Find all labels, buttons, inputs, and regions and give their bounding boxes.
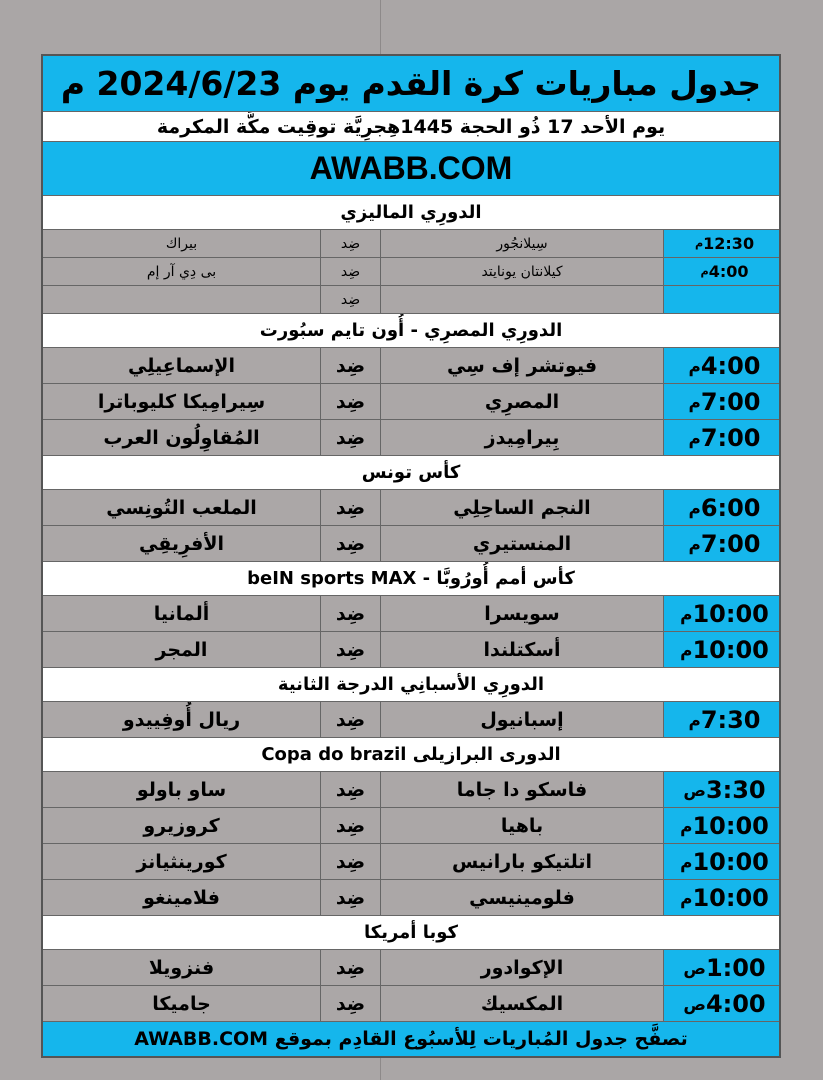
away-team: ساو باولو [136,778,227,801]
home-team: سِيلانجُور [380,230,663,257]
match-row [43,258,779,286]
match-time-cell [663,808,779,843]
versus-label: ضِد [320,950,380,985]
match-row [43,490,779,526]
away-team: جاميكا [152,992,211,1015]
match-time: 10:00 [692,599,769,628]
league-header: كأس أمم أُورُوبَّا - beIN sports MAX [43,562,779,596]
am-pm-label: م [700,265,709,278]
match-time-cell [663,772,779,807]
match-time-cell [663,526,779,561]
away-team: فلامينغو [143,886,220,909]
versus-label: ضِد [320,772,380,807]
versus-label: ضِد [320,230,380,257]
versus-label: ضِد [320,596,380,631]
match-time: 10:00 [692,883,769,912]
match-time-cell [663,258,779,285]
home-team: المصرِي [380,384,663,419]
match-row [43,230,779,258]
league-header: الدورِي المصرِي - أُون تايم سبُورت [43,314,779,348]
match-row [43,420,779,456]
match-time-cell [663,490,779,525]
versus-label: ضِد [320,258,380,285]
match-row [43,950,779,986]
match-time: 4:00 [705,989,766,1018]
match-row [43,526,779,562]
match-time-cell [663,986,779,1021]
home-team: باهيا [380,808,663,843]
away-team [43,286,320,313]
league-header: الدورِي الماليزي [43,196,779,230]
versus-label: ضِد [320,844,380,879]
versus-label: ضِد [320,420,380,455]
home-team: المكسيك [380,986,663,1021]
match-row [43,702,779,738]
versus-label: ضِد [320,286,380,313]
leagues-container [43,196,779,1022]
home-team: فاسكو دا جاما [380,772,663,807]
am-pm-label: م [680,639,693,660]
match-time: 4:00 [700,351,761,380]
away-team: سِيرامِيكا كليوباترا [97,390,266,413]
league-header: الدورى البرازيلى Copa do brazil [43,738,779,772]
match-time-cell [663,844,779,879]
versus-label: ضِد [320,632,380,667]
league-header: كوبا أمريكا [43,916,779,950]
versus-label: ضِد [320,702,380,737]
home-team: فيوتشر إف سِي [380,348,663,383]
match-time: 10:00 [692,635,769,664]
away-team: بى دِي آر إم [146,263,217,280]
away-team: فنزويلا [148,956,215,979]
match-time-cell [663,632,779,667]
am-pm-label: م [680,887,693,908]
am-pm-label: م [688,355,701,376]
am-pm-label: م [680,603,693,624]
am-pm-label: م [694,237,704,250]
away-team: بيراك [165,235,198,252]
am-pm-label: م [680,815,693,836]
match-time-cell [663,880,779,915]
away-team: المُقاوِلُون العرب [103,426,260,449]
match-row [43,844,779,880]
am-pm-label: م [688,533,701,554]
match-schedule [41,54,781,1058]
versus-label: ضِد [320,808,380,843]
away-team: الأفرِيقِي [139,532,224,555]
am-pm-label: ص [683,993,706,1014]
am-pm-label: م [680,851,693,872]
versus-label: ضِد [320,384,380,419]
home-team: إسبانيول [380,702,663,737]
match-time-cell [663,596,779,631]
match-time: 3:30 [705,775,766,804]
am-pm-label: م [688,709,701,730]
away-team: ريال أُوفِييدو [122,708,241,731]
match-row [43,286,779,314]
hijri-date-subtitle: يوم الأحد 17 ذُو الحجة 1445هِجرِيَّة توقِيت مكَّة المكرمة [43,112,779,142]
home-team: سويسرا [380,596,663,631]
home-team: النجم الساحِلِي [380,490,663,525]
match-time: 7:00 [700,423,761,452]
am-pm-label: ص [683,957,706,978]
match-time: 7:00 [700,387,761,416]
home-team: اتلتيكو بارانيس [380,844,663,879]
league-header: كأس تونس [43,456,779,490]
match-row [43,772,779,808]
match-time-cell [663,286,779,313]
versus-label: ضِد [320,490,380,525]
versus-label: ضِد [320,348,380,383]
away-team: كورينثيانز [136,850,227,873]
away-team: كروزيرو [143,814,220,837]
versus-label: ضِد [320,986,380,1021]
match-time: 4:00 [708,262,749,281]
match-time: 1:00 [705,953,766,982]
footer-note[interactable]: تصفَّح جدول المُباريات لِلأسبُوع القادِم بموقع AWABB.COM [43,1022,779,1056]
am-pm-label: ص [683,779,706,800]
match-time: 7:00 [700,529,761,558]
am-pm-label: م [688,427,701,448]
match-row [43,880,779,916]
am-pm-label: م [688,391,701,412]
match-time: 12:30 [703,234,755,253]
versus-label: ضِد [320,880,380,915]
match-time-cell [663,230,779,257]
match-time: 10:00 [692,847,769,876]
match-row [43,348,779,384]
match-time-cell [663,384,779,419]
match-time-cell [663,702,779,737]
match-row [43,596,779,632]
match-time: 10:00 [692,811,769,840]
versus-label: ضِد [320,526,380,561]
home-team: الإكوادور [380,950,663,985]
away-team: ألمانيا [153,602,210,625]
page-title: جدول مباريات كرة القدم يوم 2024/6/23 م [43,56,779,112]
match-time-cell [663,348,779,383]
away-team: الملعب التُونِسي [106,496,257,519]
away-team: المجر [155,638,208,661]
match-time: 7:30 [700,705,761,734]
site-banner[interactable]: AWABB.COM [43,142,779,196]
home-team: المنستيري [380,526,663,561]
am-pm-label: م [688,497,701,518]
home-team: أسكتلندا [380,632,663,667]
home-team: فلومينيسي [380,880,663,915]
match-row [43,384,779,420]
league-header: الدورِي الأسبانِي الدرجة الثانية [43,668,779,702]
home-team [380,286,663,313]
match-time-cell [663,420,779,455]
home-team: كيلانتان يونايتد [380,258,663,285]
match-time-cell [663,950,779,985]
match-time: 6:00 [700,493,761,522]
match-row [43,632,779,668]
home-team: بِيرامِيدز [380,420,663,455]
match-row [43,986,779,1022]
away-team: الإسماعِيلِي [128,354,235,377]
match-row [43,808,779,844]
